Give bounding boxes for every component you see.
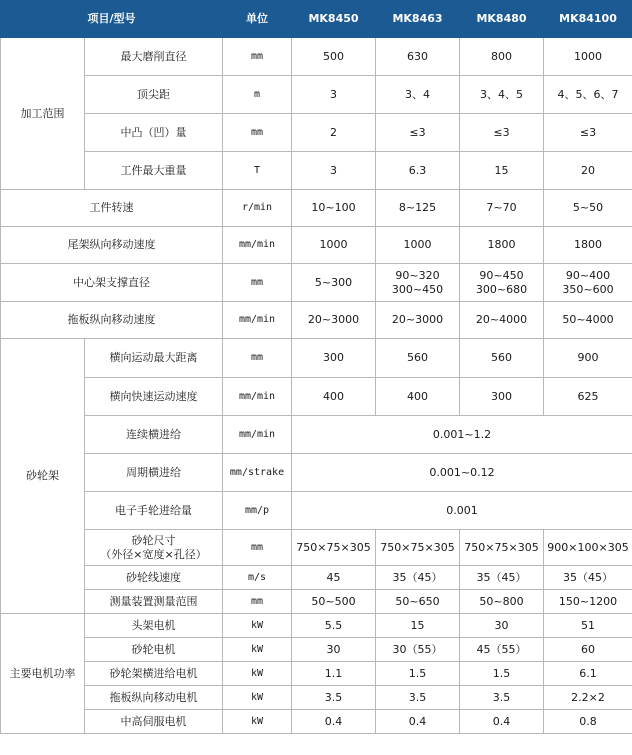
row-label: 最大磨削直径: [85, 38, 223, 76]
row-label: 尾架纵向移动速度: [1, 227, 223, 264]
row-label: 电子手轮进给量: [85, 492, 223, 530]
cell-value: 20~4000: [460, 302, 544, 339]
cell-value: 0.4: [376, 710, 460, 734]
row-unit: mm: [223, 590, 292, 614]
cell-value: 750×75×305: [460, 530, 544, 566]
row-unit: mm/min: [223, 302, 292, 339]
row-unit: mm/min: [223, 378, 292, 416]
cell-value: 30（55）: [376, 638, 460, 662]
header-model: MK84100: [544, 1, 632, 38]
row-label-line: 砂轮尺寸: [131, 533, 176, 547]
row-unit: mm/strake: [223, 454, 292, 492]
cell-value: 4、5、6、7: [544, 76, 632, 114]
cell-value: 5~300: [292, 264, 376, 302]
row-unit: mm/min: [223, 416, 292, 454]
cell-value: 3: [292, 152, 376, 190]
row-unit: mm: [223, 339, 292, 378]
cell-value: 400: [292, 378, 376, 416]
cell-value: 30: [460, 614, 544, 638]
cell-value: 630: [376, 38, 460, 76]
cell-value: [460, 264, 544, 302]
row-label: 砂轮电机: [85, 638, 223, 662]
cell-value: 3、4: [376, 76, 460, 114]
cell-value: 1000: [292, 227, 376, 264]
row-label: 顶尖距: [85, 76, 223, 114]
cell-value: 50~500: [292, 590, 376, 614]
row-label: 连续横进给: [85, 416, 223, 454]
table-row: [1, 662, 632, 686]
cell-value: 60: [544, 638, 632, 662]
cell-value: 1.1: [292, 662, 376, 686]
cell-value: 7~70: [460, 190, 544, 227]
cell-value: 50~800: [460, 590, 544, 614]
row-unit: T: [223, 152, 292, 190]
cell-line: 90~450: [479, 268, 524, 282]
row-label: 横向运动最大距离: [85, 339, 223, 378]
table-row: [1, 76, 632, 114]
cell-value-merged: 0.001: [292, 492, 632, 530]
cell-line: 300~680: [475, 282, 528, 296]
cell-value: 0.4: [292, 710, 376, 734]
row-label: 中凸（凹）量: [85, 114, 223, 152]
cell-value: 5~50: [544, 190, 632, 227]
cell-value: 35（45）: [376, 566, 460, 590]
cell-value: 750×75×305: [292, 530, 376, 566]
row-label: 拖板纵向移动电机: [85, 686, 223, 710]
cell-value-merged: 0.001~0.12: [292, 454, 632, 492]
row-label: [85, 530, 223, 566]
row-label: 拖板纵向移动速度: [1, 302, 223, 339]
row-unit: m/s: [223, 566, 292, 590]
cell-value: 20: [544, 152, 632, 190]
cell-value: 15: [376, 614, 460, 638]
row-label: 测量装置测量范围: [85, 590, 223, 614]
row-unit: m: [223, 76, 292, 114]
table-row: [1, 152, 632, 190]
row-label: 中心架支撑直径: [1, 264, 223, 302]
cell-line: 90~400: [565, 268, 611, 282]
cell-value: ≤3: [544, 114, 632, 152]
cell-value: 5.5: [292, 614, 376, 638]
cell-value: 2.2×2: [544, 686, 632, 710]
row-unit: kW: [223, 614, 292, 638]
cell-value: 500: [292, 38, 376, 76]
row-label: 工件转速: [1, 190, 223, 227]
cell-value: 0.4: [460, 710, 544, 734]
row-unit: mm: [223, 530, 292, 566]
row-unit: mm: [223, 264, 292, 302]
cell-value: 35（45）: [544, 566, 632, 590]
table-row: [1, 264, 632, 302]
table-row: [1, 114, 632, 152]
table-row: [1, 566, 632, 590]
group-label-wheelhead: 砂轮架: [1, 339, 85, 614]
row-label: 周期横进给: [85, 454, 223, 492]
cell-value: 8~125: [376, 190, 460, 227]
cell-value: 6.3: [376, 152, 460, 190]
row-unit: mm: [223, 38, 292, 76]
cell-value: 3、4、5: [460, 76, 544, 114]
table-row: [1, 614, 632, 638]
table-row: [1, 38, 632, 76]
header-row: [1, 1, 632, 38]
table-row: [1, 227, 632, 264]
header-model: MK8450: [292, 1, 376, 38]
row-label: 工件最大重量: [85, 152, 223, 190]
row-unit: kW: [223, 638, 292, 662]
cell-value: 1800: [544, 227, 632, 264]
table-row: [1, 378, 632, 416]
row-unit: kW: [223, 710, 292, 734]
cell-value: 1.5: [376, 662, 460, 686]
cell-value: 750×75×305: [376, 530, 460, 566]
cell-value: 50~650: [376, 590, 460, 614]
cell-value: 30: [292, 638, 376, 662]
row-unit: kW: [223, 662, 292, 686]
cell-value: [376, 264, 460, 302]
cell-value: 1000: [544, 38, 632, 76]
cell-value: 20~3000: [292, 302, 376, 339]
row-label: 中高伺服电机: [85, 710, 223, 734]
group-label-motors: 主要电机功率: [1, 614, 85, 734]
cell-value: 900: [544, 339, 632, 378]
cell-value: 15: [460, 152, 544, 190]
table-row: [1, 710, 632, 734]
row-unit: mm/min: [223, 227, 292, 264]
cell-value: 3: [292, 76, 376, 114]
cell-value: 150~1200: [544, 590, 632, 614]
cell-value: 3.5: [460, 686, 544, 710]
table-row: [1, 339, 632, 378]
cell-value: 45（55）: [460, 638, 544, 662]
row-label-line: （外径×宽度×孔径）: [100, 547, 207, 561]
table-row: [1, 638, 632, 662]
cell-line: 300~450: [391, 282, 444, 296]
cell-value: 400: [376, 378, 460, 416]
row-unit: kW: [223, 686, 292, 710]
group-label-machining: 加工范围: [1, 38, 85, 190]
cell-line: 90~320: [395, 268, 440, 282]
cell-value: 50~4000: [544, 302, 632, 339]
cell-value: 35（45）: [460, 566, 544, 590]
table-row: [1, 686, 632, 710]
cell-value: [544, 264, 632, 302]
table-row: [1, 492, 632, 530]
row-unit: mm: [223, 114, 292, 152]
cell-value: 51: [544, 614, 632, 638]
cell-value: 625: [544, 378, 632, 416]
cell-value: 1.5: [460, 662, 544, 686]
cell-value: 0.8: [544, 710, 632, 734]
header-model: MK8480: [460, 1, 544, 38]
table-row: [1, 190, 632, 227]
table-row: [1, 302, 632, 339]
cell-value: 900×100×305: [544, 530, 632, 566]
header-item: 项目/型号: [1, 1, 223, 38]
cell-value: 560: [376, 339, 460, 378]
cell-value: ≤3: [460, 114, 544, 152]
cell-value: 800: [460, 38, 544, 76]
row-label: 砂轮架横进给电机: [85, 662, 223, 686]
table-row: [1, 416, 632, 454]
table-row: [1, 590, 632, 614]
cell-value: 3.5: [376, 686, 460, 710]
table-row: [1, 454, 632, 492]
cell-value: 10~100: [292, 190, 376, 227]
row-unit: mm/p: [223, 492, 292, 530]
cell-value: 2: [292, 114, 376, 152]
cell-value: 560: [460, 339, 544, 378]
cell-value: 20~3000: [376, 302, 460, 339]
cell-value: 6.1: [544, 662, 632, 686]
cell-value: 3.5: [292, 686, 376, 710]
cell-value: 300: [292, 339, 376, 378]
row-label: 横向快速运动速度: [85, 378, 223, 416]
row-label: 砂轮线速度: [85, 566, 223, 590]
cell-value: 1800: [460, 227, 544, 264]
cell-value: 1000: [376, 227, 460, 264]
cell-value-merged: 0.001~1.2: [292, 416, 632, 454]
header-model: MK8463: [376, 1, 460, 38]
row-unit: r/min: [223, 190, 292, 227]
row-label: 头架电机: [85, 614, 223, 638]
cell-value: ≤3: [376, 114, 460, 152]
cell-value: 45: [292, 566, 376, 590]
cell-line: 350~600: [562, 282, 614, 296]
cell-value: 300: [460, 378, 544, 416]
header-unit: 单位: [223, 1, 292, 38]
table-row: [1, 530, 632, 566]
